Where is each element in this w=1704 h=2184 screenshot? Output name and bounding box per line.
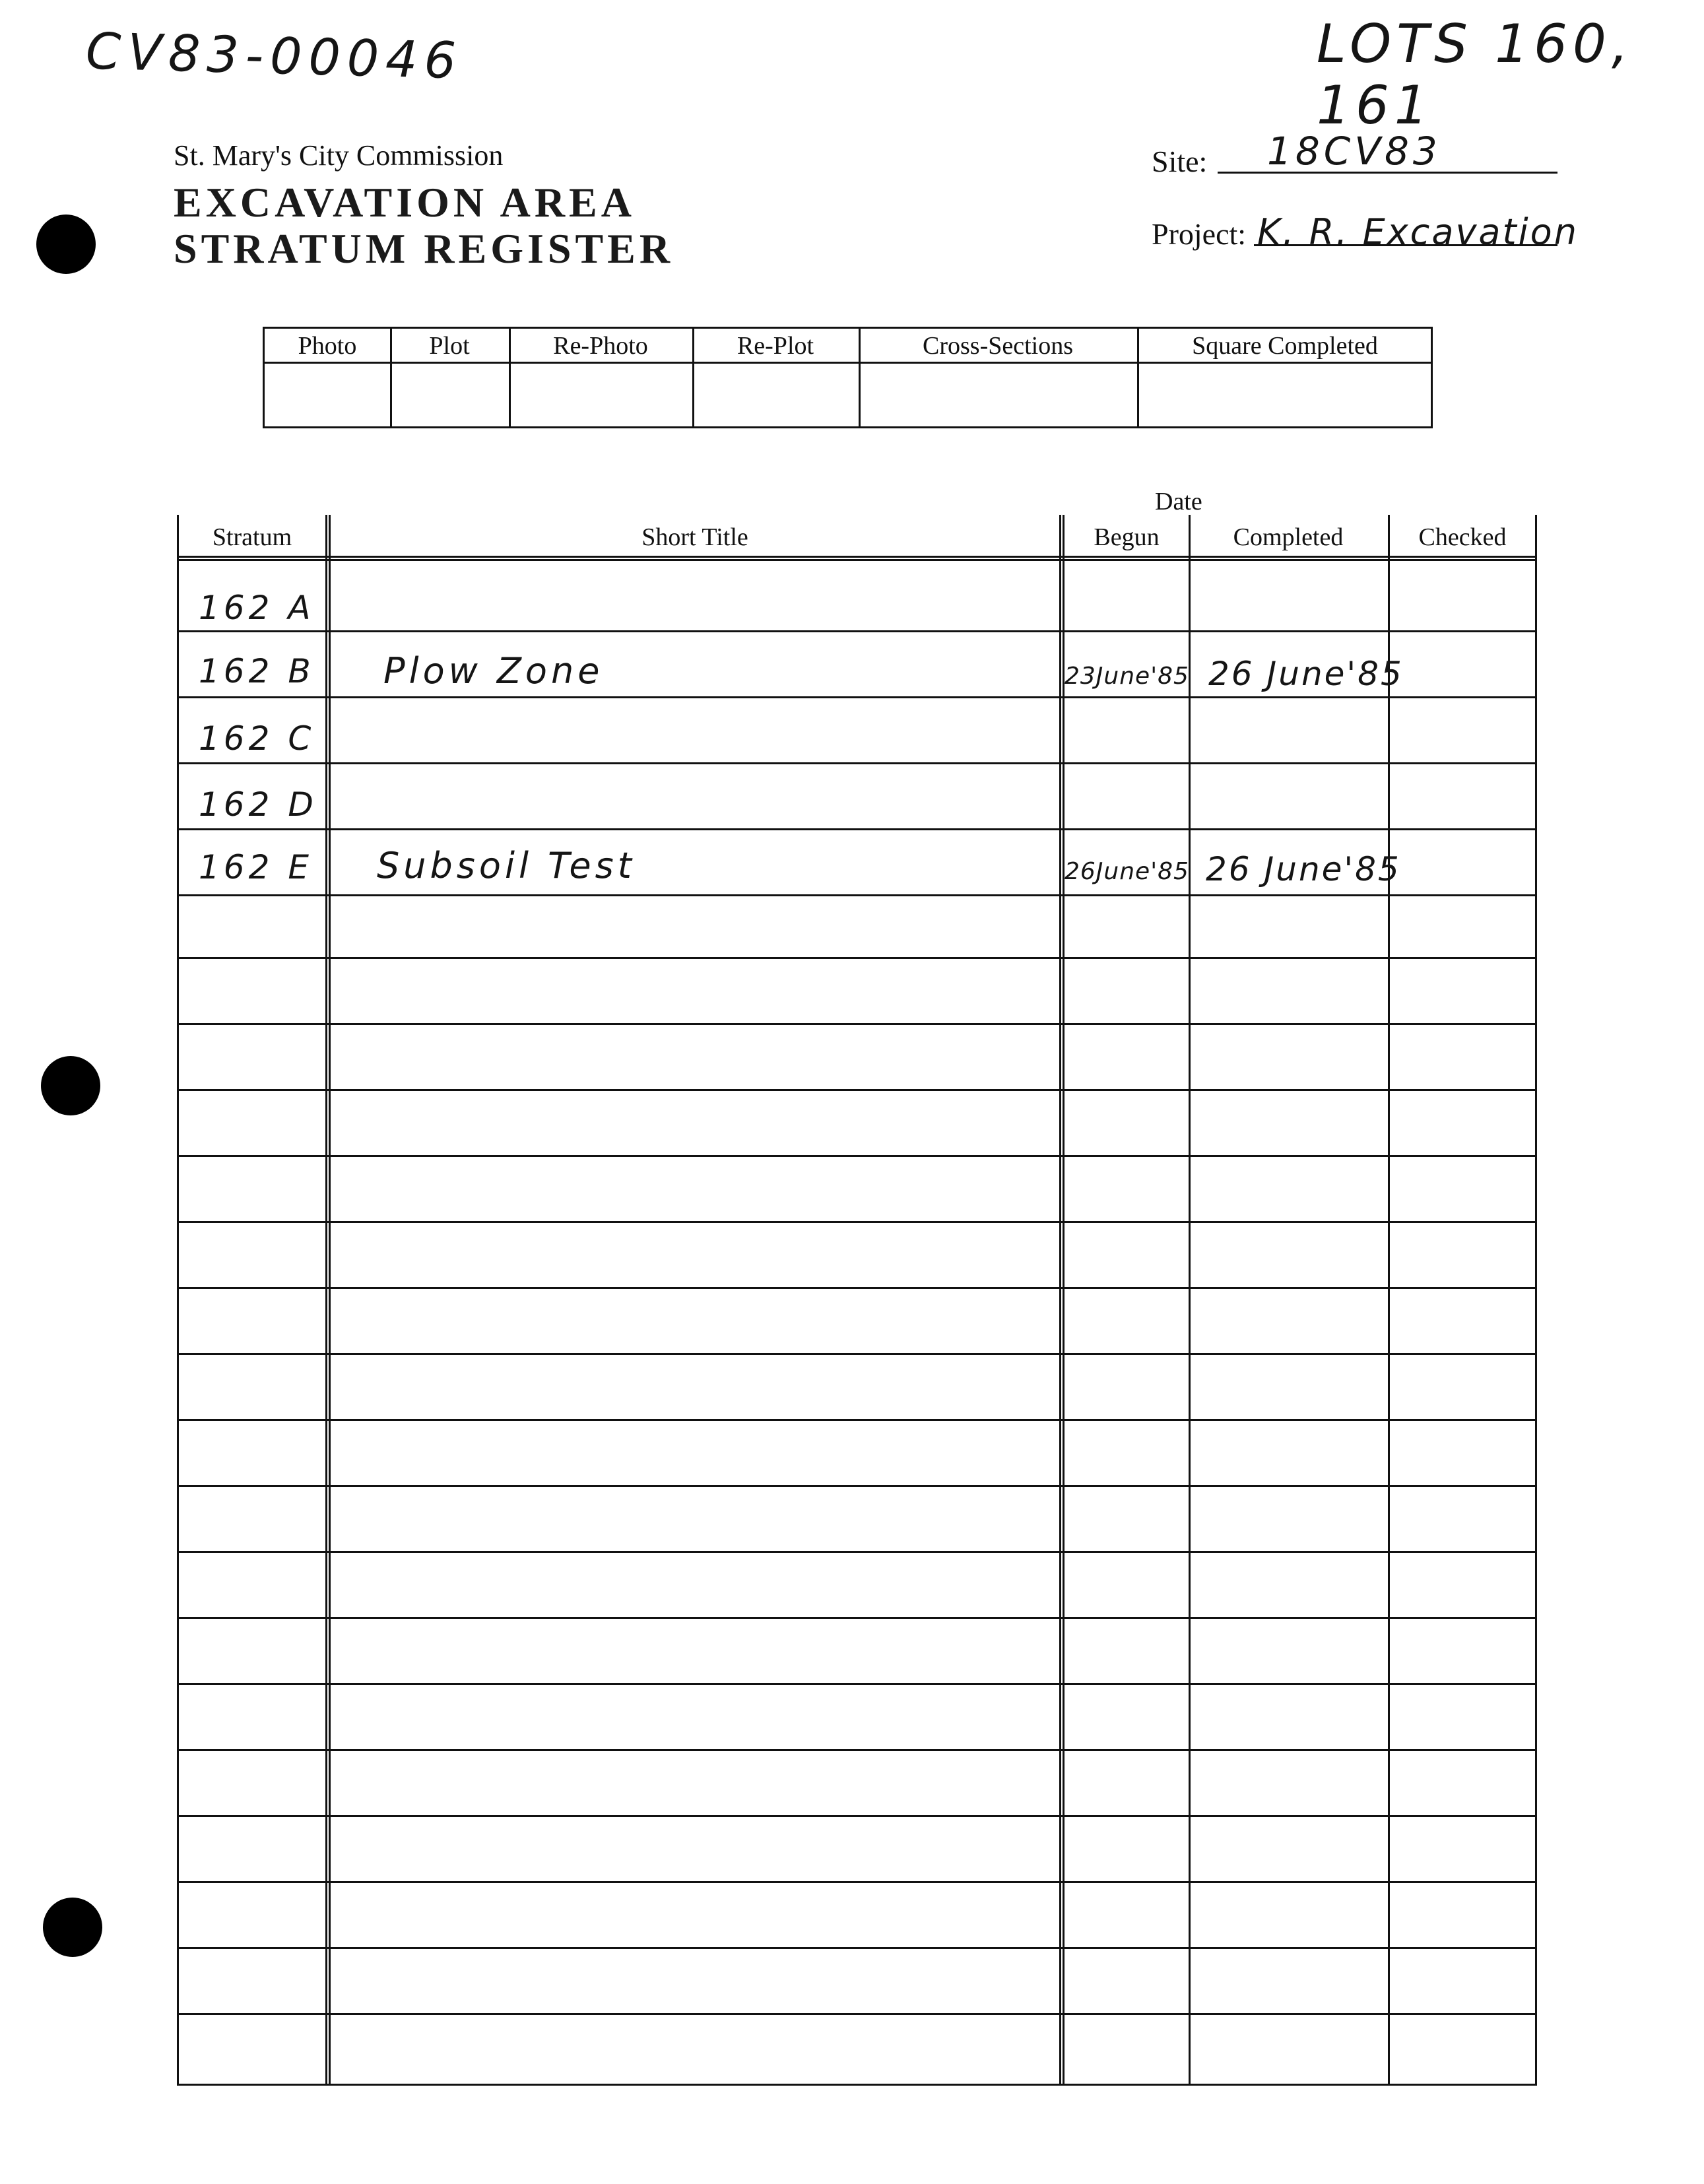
row-stratum: 162 D — [199, 785, 317, 824]
site-value: 18CV83 — [1267, 129, 1441, 174]
project-value: K. R. Excavation — [1257, 211, 1579, 253]
row-short-title: Subsoil Test — [377, 845, 636, 886]
row-rule — [179, 2013, 1535, 2015]
row-rule — [179, 762, 1535, 764]
row-rule — [179, 828, 1535, 830]
lots-annotation: LOTS 160, 161 — [1317, 13, 1634, 136]
row-rule — [179, 1881, 1535, 1883]
row-rule — [179, 1485, 1535, 1487]
status-table — [263, 327, 1433, 428]
row-stratum: 162 B — [199, 652, 315, 690]
site-label: Site: — [1152, 145, 1208, 178]
form-title-line2: STRATUM REGISTER — [174, 225, 674, 272]
header-rule — [179, 556, 1535, 561]
binder-hole-top — [36, 215, 96, 274]
status-header-replot: Re-Plot — [737, 332, 814, 360]
commission-name: St. Mary's City Commission — [174, 139, 504, 172]
status-header-rephoto: Re-Photo — [553, 332, 648, 360]
header-begun: Begun — [1094, 523, 1160, 551]
row-stratum: 162 C — [199, 719, 315, 758]
row-rule — [179, 696, 1535, 698]
row-rule — [179, 1617, 1535, 1619]
binder-hole-bottom — [43, 1898, 102, 1957]
row-rule — [179, 1353, 1535, 1355]
col-divider-begun — [1189, 515, 1191, 2084]
row-short-title: Plow Zone — [383, 650, 604, 692]
status-table-header-divider — [265, 362, 1431, 364]
row-rule — [179, 1221, 1535, 1223]
header-stratum: Stratum — [212, 523, 292, 551]
header-short-title: Short Title — [641, 523, 748, 551]
row-date-completed: 26 June'85 — [1206, 850, 1401, 888]
form-title-line1: EXCAVATION AREA — [174, 179, 636, 226]
row-stratum: 162 E — [199, 848, 313, 886]
stratum-register-table — [177, 515, 1537, 2086]
row-stratum: 162 A — [199, 589, 315, 627]
row-rule — [179, 1023, 1535, 1025]
status-header-photo: Photo — [298, 332, 357, 360]
row-rule — [179, 1551, 1535, 1553]
date-group-label: Date — [1155, 488, 1202, 515]
status-header-plot: Plot — [429, 332, 470, 360]
col-divider-stratum — [325, 515, 331, 2084]
header-checked: Checked — [1418, 523, 1507, 551]
row-date-begun: 26June'85 — [1065, 858, 1189, 885]
row-date-begun: 23June'85 — [1065, 663, 1189, 690]
row-rule — [179, 957, 1535, 959]
col-divider-completed — [1388, 515, 1390, 2084]
status-header-cross-sections: Cross-Sections — [923, 332, 1073, 360]
row-rule — [179, 1419, 1535, 1421]
col-divider-short-title — [1059, 515, 1065, 2084]
header-completed: Completed — [1233, 523, 1344, 551]
row-rule — [179, 1947, 1535, 1949]
binder-hole-middle — [41, 1056, 100, 1115]
row-rule — [179, 894, 1535, 896]
row-date-completed: 26 June'85 — [1208, 655, 1404, 693]
project-label: Project: — [1152, 217, 1247, 251]
row-rule — [179, 1683, 1535, 1685]
row-rule — [179, 630, 1535, 632]
row-rule — [179, 1089, 1535, 1091]
row-rule — [179, 1155, 1535, 1157]
row-rule — [179, 1749, 1535, 1751]
row-rule — [179, 1815, 1535, 1817]
document-id: CV83-00046 — [84, 21, 464, 90]
row-rule — [179, 1287, 1535, 1289]
status-header-square-completed: Square Completed — [1192, 332, 1378, 360]
